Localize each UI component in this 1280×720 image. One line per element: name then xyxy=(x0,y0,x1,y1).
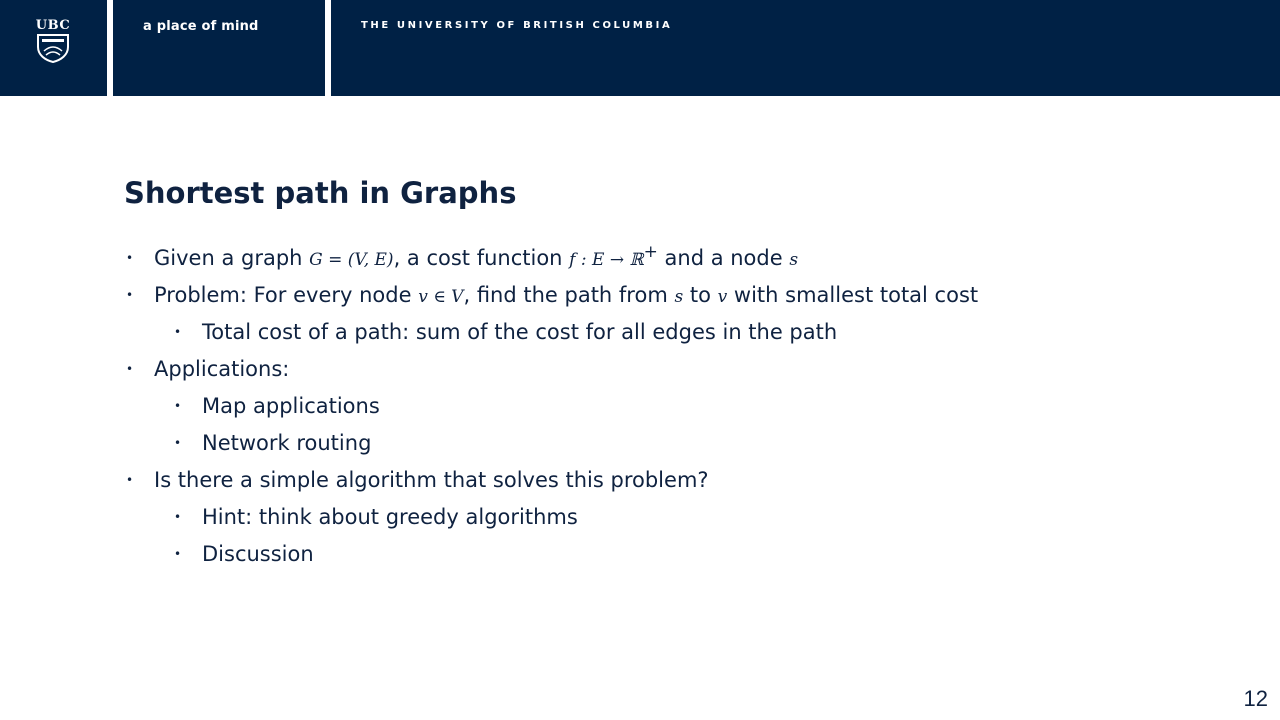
logo-block xyxy=(0,0,107,96)
bullet-dot: • xyxy=(174,399,182,413)
bullet-text: Total cost of a path: sum of the cost for all edges in the path xyxy=(202,320,838,344)
sub-bullet-total-cost xyxy=(124,316,1224,353)
sub-bullet-map-applications xyxy=(124,390,1224,427)
bullet-dot: • xyxy=(126,251,134,265)
bullet-text: with smallest total cost xyxy=(727,283,979,307)
bullet-text: Applications: xyxy=(154,357,290,381)
tagline: a place of mind xyxy=(143,19,259,34)
bullet-text: Is there a simple algorithm that solves this problem? xyxy=(154,468,709,492)
bullet-text: , find the path from xyxy=(463,283,675,307)
university-block xyxy=(331,0,1280,96)
math-cost-function: f : E → ℝ xyxy=(569,250,644,270)
bullet-dot: • xyxy=(174,510,182,524)
tagline-block xyxy=(113,0,325,96)
sub-bullet-network-routing xyxy=(124,427,1224,464)
slide-title: Shortest path in Graphs xyxy=(124,176,517,210)
bullet-dot: • xyxy=(174,325,182,339)
bullet-dot: • xyxy=(174,547,182,561)
math-node-set: v ∈ V xyxy=(418,287,464,307)
shield-icon xyxy=(36,33,70,63)
bullet-text: Network routing xyxy=(202,431,372,455)
bullet-simple-algorithm xyxy=(124,464,1224,501)
sub-bullet-discussion xyxy=(124,538,1224,575)
bullet-text: Given a graph xyxy=(154,246,310,270)
bullet-dot: • xyxy=(126,288,134,302)
bullet-dot: • xyxy=(126,473,134,487)
bullet-list xyxy=(124,242,1224,575)
logo-text: UBC xyxy=(35,18,71,33)
bullet-text: , a cost function xyxy=(393,246,570,270)
bullet-text: Problem: For every node xyxy=(154,283,419,307)
bullet-applications xyxy=(124,353,1224,390)
bullet-dot: • xyxy=(174,436,182,450)
bullet-text: to xyxy=(683,283,718,307)
sub-bullet-hint xyxy=(124,501,1224,538)
bullet-text: and a node xyxy=(657,246,790,270)
page-number: 12 xyxy=(1243,686,1268,711)
math-graph: G = (V, E) xyxy=(309,250,394,270)
bullet-text: Hint: think about greedy algorithms xyxy=(202,505,578,529)
math-source: s xyxy=(674,287,684,307)
bullet-given-graph xyxy=(124,242,1224,279)
bullet-problem xyxy=(124,279,1224,316)
header-bar xyxy=(0,0,1280,96)
ubc-logo xyxy=(30,18,76,64)
bullet-text: Map applications xyxy=(202,394,380,418)
university-name: THE UNIVERSITY OF BRITISH COLUMBIA xyxy=(361,20,673,31)
math-superscript: + xyxy=(643,242,658,262)
math-node: s xyxy=(789,250,799,270)
math-target: v xyxy=(717,287,728,307)
bullet-text: Discussion xyxy=(202,542,314,566)
bullet-dot: • xyxy=(126,362,134,376)
